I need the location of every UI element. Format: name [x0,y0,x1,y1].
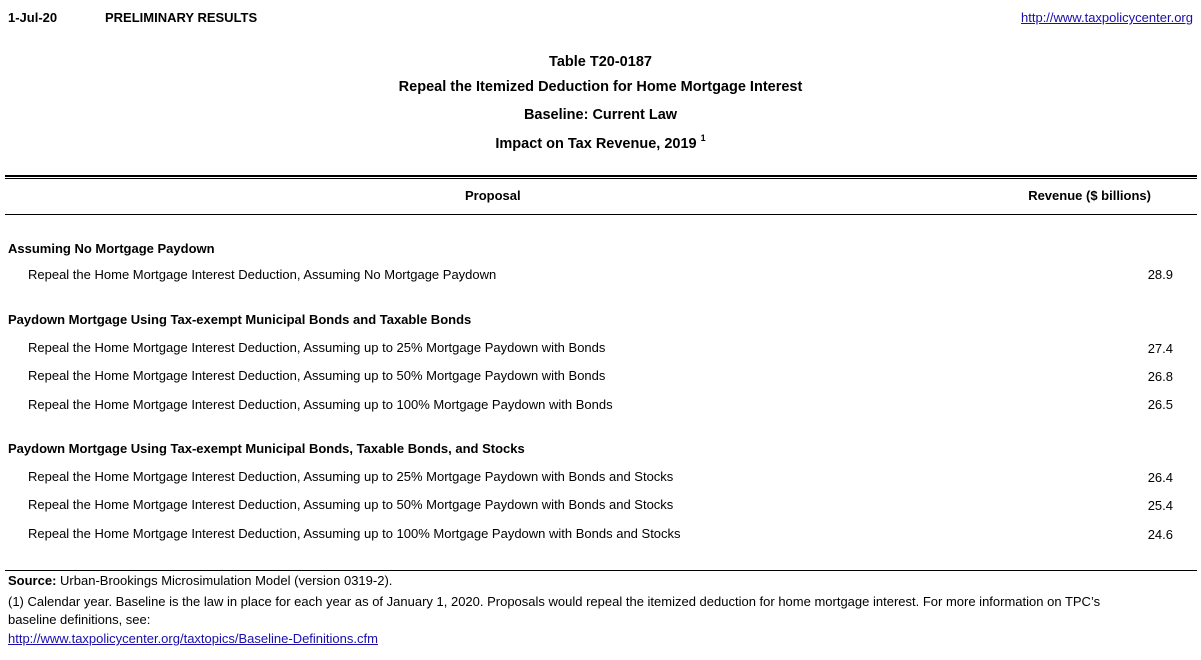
row-value: 28.9 [1147,267,1173,282]
source-line [8,573,392,588]
row-label: Repeal the Home Mortgage Interest Deduction, Assuming No Mortgage Paydown [28,267,497,282]
table-title: Repeal the Itemized Deduction for Home Mortgage Interest [398,79,803,95]
row-label: Repeal the Home Mortgage Interest Deduction, Assuming up to 25% Mortgage Paydown with Bonds and Stocks [28,469,674,484]
group-heading-bonds: Paydown Mortgage Using Tax-exempt Municipal Bonds and Taxable Bonds [8,312,472,327]
row-label: Repeal the Home Mortgage Interest Deduction, Assuming up to 25% Mortgage Paydown with Bonds [28,340,606,355]
row-value: 26.8 [1147,369,1173,384]
header-bottom-rule [5,214,1197,215]
row-label: Repeal the Home Mortgage Interest Deduction, Assuming up to 100% Mortgage Paydown with Bonds [28,397,613,412]
row-value: 26.5 [1147,397,1173,412]
row-value: 27.4 [1147,341,1173,356]
group-heading-bonds-stocks: Paydown Mortgage Using Tax-exempt Municipal Bonds, Taxable Bonds, and Stocks [8,441,525,456]
row-value: 25.4 [1147,498,1173,513]
header-top-rule [5,175,1197,177]
row-value: 24.6 [1147,527,1173,542]
baseline-definitions-link[interactable]: http://www.taxpolicycenter.org/taxtopics/Baseline-Definitions.cfm [8,631,378,646]
report-date: 1-Jul-20 [8,10,58,25]
footer-rule [5,570,1197,571]
row-label: Repeal the Home Mortgage Interest Deduction, Assuming up to 100% Mortgage Paydown with Bonds and Stocks [28,526,681,541]
row-label: Repeal the Home Mortgage Interest Deduction, Assuming up to 50% Mortgage Paydown with Bonds and Stocks [28,497,674,512]
row-value: 26.4 [1147,470,1173,485]
impact-title-text: Impact on Tax Revenue, 2019 [495,136,697,152]
source-text: Urban-Brookings Microsimulation Model (version 0319-2). [60,573,393,588]
status-label: PRELIMINARY RESULTS [105,10,258,25]
column-header-proposal: Proposal [465,188,521,203]
source-label: Source: [8,573,57,588]
impact-footnote-marker: 1 [700,133,706,143]
column-header-revenue: Revenue ($ billions) [1028,188,1151,203]
tpc-home-link[interactable]: http://www.taxpolicycenter.org [1021,10,1193,25]
table-id: Table T20-0187 [549,54,652,70]
baseline-title: Baseline: Current Law [523,107,678,123]
group-heading-no-paydown: Assuming No Mortgage Paydown [8,241,215,256]
row-label: Repeal the Home Mortgage Interest Deduction, Assuming up to 50% Mortgage Paydown with Bonds [28,368,606,383]
footnote-line-1: (1) Calendar year. Baseline is the law in place for each year as of January 1, 2020. Proposals would repeal the itemized deduction for home mortgage interest. For more information on TPC’s [8,594,1101,609]
impact-title [0,133,1201,152]
header-top-rule-inner [5,178,1197,179]
footnote-line-2: baseline definitions, see: [8,612,151,627]
